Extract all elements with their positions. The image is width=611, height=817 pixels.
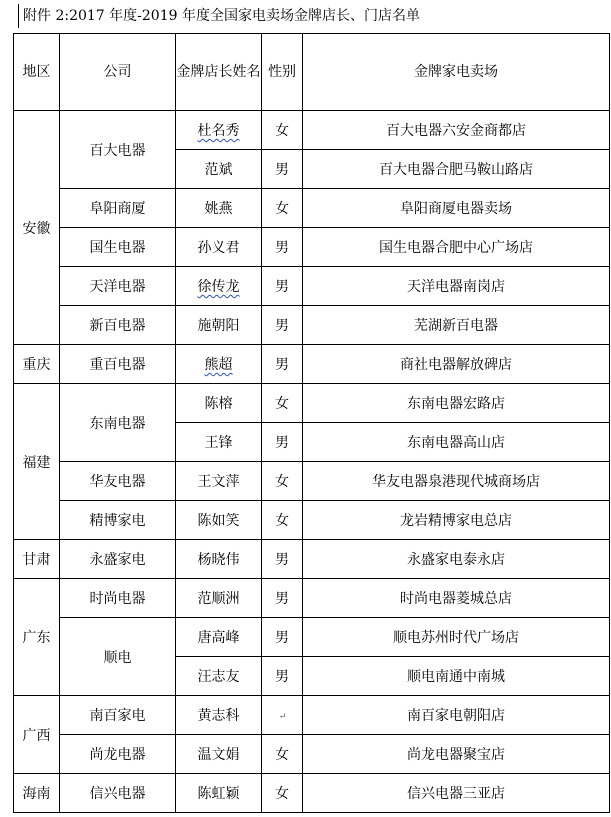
- table-row: [14, 774, 610, 813]
- manager-name-cell: [176, 657, 262, 696]
- table-row: [14, 579, 610, 618]
- manager-name-cell: [176, 540, 262, 579]
- gender-cell: 女: [262, 735, 303, 774]
- gender-cell: 男: [262, 150, 303, 189]
- store-cell: 顺电苏州时代广场店: [303, 618, 610, 657]
- company-cell: 国生电器: [60, 228, 176, 267]
- table-row: [14, 735, 610, 774]
- table-row: [14, 618, 610, 657]
- manager-name: 王文萍: [197, 474, 240, 490]
- region-cell: 甘肃: [14, 540, 60, 579]
- table-row: [14, 345, 610, 384]
- store-cell: 东南电器高山店: [303, 423, 610, 462]
- gender-cell: 女: [262, 189, 303, 228]
- header-store: 金牌家电卖场: [303, 34, 610, 111]
- company-cell: 信兴电器: [60, 774, 176, 813]
- table-row: [14, 306, 610, 345]
- manager-name-cell: [176, 696, 262, 735]
- store-cell: 时尚电器菱城总店: [303, 579, 610, 618]
- manager-name-cell: [176, 501, 262, 540]
- manager-name-cell: [176, 150, 262, 189]
- table-row: [14, 501, 610, 540]
- manager-name: 唐高峰: [197, 630, 240, 646]
- table-row: [14, 540, 610, 579]
- gender-cell: 男: [262, 345, 303, 384]
- manager-name-cell: [176, 267, 262, 306]
- store-cell: 东南电器宏路店: [303, 384, 610, 423]
- header-company: 公司: [60, 34, 176, 111]
- manager-name: 姚燕: [204, 201, 233, 217]
- manager-name-cell: [176, 774, 262, 813]
- table-row: [14, 111, 610, 150]
- manager-name-cell: [176, 462, 262, 501]
- company-cell: 阜阳商厦: [60, 189, 176, 228]
- region-cell: 安徽: [14, 111, 60, 345]
- manager-name-cell: [176, 423, 262, 462]
- manager-name-cell: [176, 345, 262, 384]
- header-manager: 金牌店长姓名: [176, 34, 262, 111]
- gender-cell: 男: [262, 657, 303, 696]
- company-cell: 尚龙电器: [60, 735, 176, 774]
- store-cell: 信兴电器三亚店: [303, 774, 610, 813]
- manager-name: 范顺洲: [197, 591, 240, 607]
- store-cell: 龙岩精博家电总店: [303, 501, 610, 540]
- store-cell: 国生电器合肥中心广场店: [303, 228, 610, 267]
- region-cell: 福建: [14, 384, 60, 540]
- store-cell: 华友电器泉港现代城商场店: [303, 462, 610, 501]
- company-cell: 百大电器: [60, 111, 176, 189]
- gender-cell: 男: [262, 423, 303, 462]
- table-row: [14, 189, 610, 228]
- store-cell: 尚龙电器聚宝店: [303, 735, 610, 774]
- table-row: [14, 384, 610, 423]
- manager-name-cell: [176, 111, 262, 150]
- company-cell: 精博家电: [60, 501, 176, 540]
- manager-name: 熊超: [204, 357, 233, 373]
- table-body: [14, 111, 610, 813]
- gender-cell: 女: [262, 384, 303, 423]
- manager-name: 施朝阳: [197, 318, 240, 334]
- store-cell: 百大电器合肥马鞍山路店: [303, 150, 610, 189]
- store-cell: 天洋电器南岗店: [303, 267, 610, 306]
- header-gender: 性别: [262, 34, 303, 111]
- header-region: 地区: [14, 34, 60, 111]
- manager-name: 陈如笑: [197, 513, 240, 529]
- manager-name-cell: [176, 735, 262, 774]
- gender-cell: [262, 696, 303, 735]
- region-cell: 重庆: [14, 345, 60, 384]
- manager-name: 孙义君: [197, 240, 240, 256]
- company-cell: 新百电器: [60, 306, 176, 345]
- company-cell: 东南电器: [60, 384, 176, 462]
- manager-name-cell: [176, 189, 262, 228]
- company-cell: 南百家电: [60, 696, 176, 735]
- store-cell: 商社电器解放碑店: [303, 345, 610, 384]
- document-title: 附件 2:2017 年度-2019 年度全国家电卖场金牌店长、门店名单: [18, 4, 420, 28]
- region-cell: 广东: [14, 579, 60, 696]
- manager-name: 陈虹颖: [197, 786, 240, 802]
- region-cell: 海南: [14, 774, 60, 813]
- gender-cell: 女: [262, 501, 303, 540]
- gender-cell: 男: [262, 618, 303, 657]
- manager-name: 徐传龙: [197, 279, 240, 295]
- gender-cell: 男: [262, 228, 303, 267]
- store-cell: 南百家电朝阳店: [303, 696, 610, 735]
- manager-name: 陈榕: [204, 396, 233, 412]
- gender-cell: 男: [262, 579, 303, 618]
- paragraph-mark: ↵: [278, 712, 287, 722]
- company-cell: 华友电器: [60, 462, 176, 501]
- manager-name-cell: [176, 579, 262, 618]
- table-row: [14, 462, 610, 501]
- company-cell: 顺电: [60, 618, 176, 696]
- company-cell: 永盛家电: [60, 540, 176, 579]
- store-cell: 芜湖新百电器: [303, 306, 610, 345]
- table-row: [14, 267, 610, 306]
- manager-name-cell: [176, 618, 262, 657]
- gender-cell: 男: [262, 540, 303, 579]
- gold-store-table: [13, 33, 610, 813]
- manager-name: 黄志科: [197, 708, 240, 724]
- region-cell: 广西: [14, 696, 60, 774]
- manager-name: 温文娟: [197, 747, 240, 763]
- manager-name: 杜名秀: [197, 123, 240, 139]
- gender-cell: 女: [262, 462, 303, 501]
- manager-name-cell: [176, 306, 262, 345]
- gender-cell: 女: [262, 774, 303, 813]
- store-cell: 永盛家电泰永店: [303, 540, 610, 579]
- gender-cell: 男: [262, 306, 303, 345]
- table-header-row: [14, 34, 610, 111]
- manager-name: 杨晓伟: [197, 552, 240, 568]
- manager-name-cell: [176, 384, 262, 423]
- store-cell: 顺电南通中南城: [303, 657, 610, 696]
- store-cell: 阜阳商厦电器卖场: [303, 189, 610, 228]
- table-row: [14, 228, 610, 267]
- store-cell: 百大电器六安金商都店: [303, 111, 610, 150]
- gender-cell: 女: [262, 111, 303, 150]
- company-cell: 时尚电器: [60, 579, 176, 618]
- company-cell: 天洋电器: [60, 267, 176, 306]
- manager-name: 王锋: [204, 435, 233, 451]
- gender-cell: 男: [262, 267, 303, 306]
- manager-name: 汪志友: [197, 669, 240, 685]
- company-cell: 重百电器: [60, 345, 176, 384]
- table-row: [14, 696, 610, 735]
- manager-name-cell: [176, 228, 262, 267]
- manager-name: 范斌: [204, 162, 233, 178]
